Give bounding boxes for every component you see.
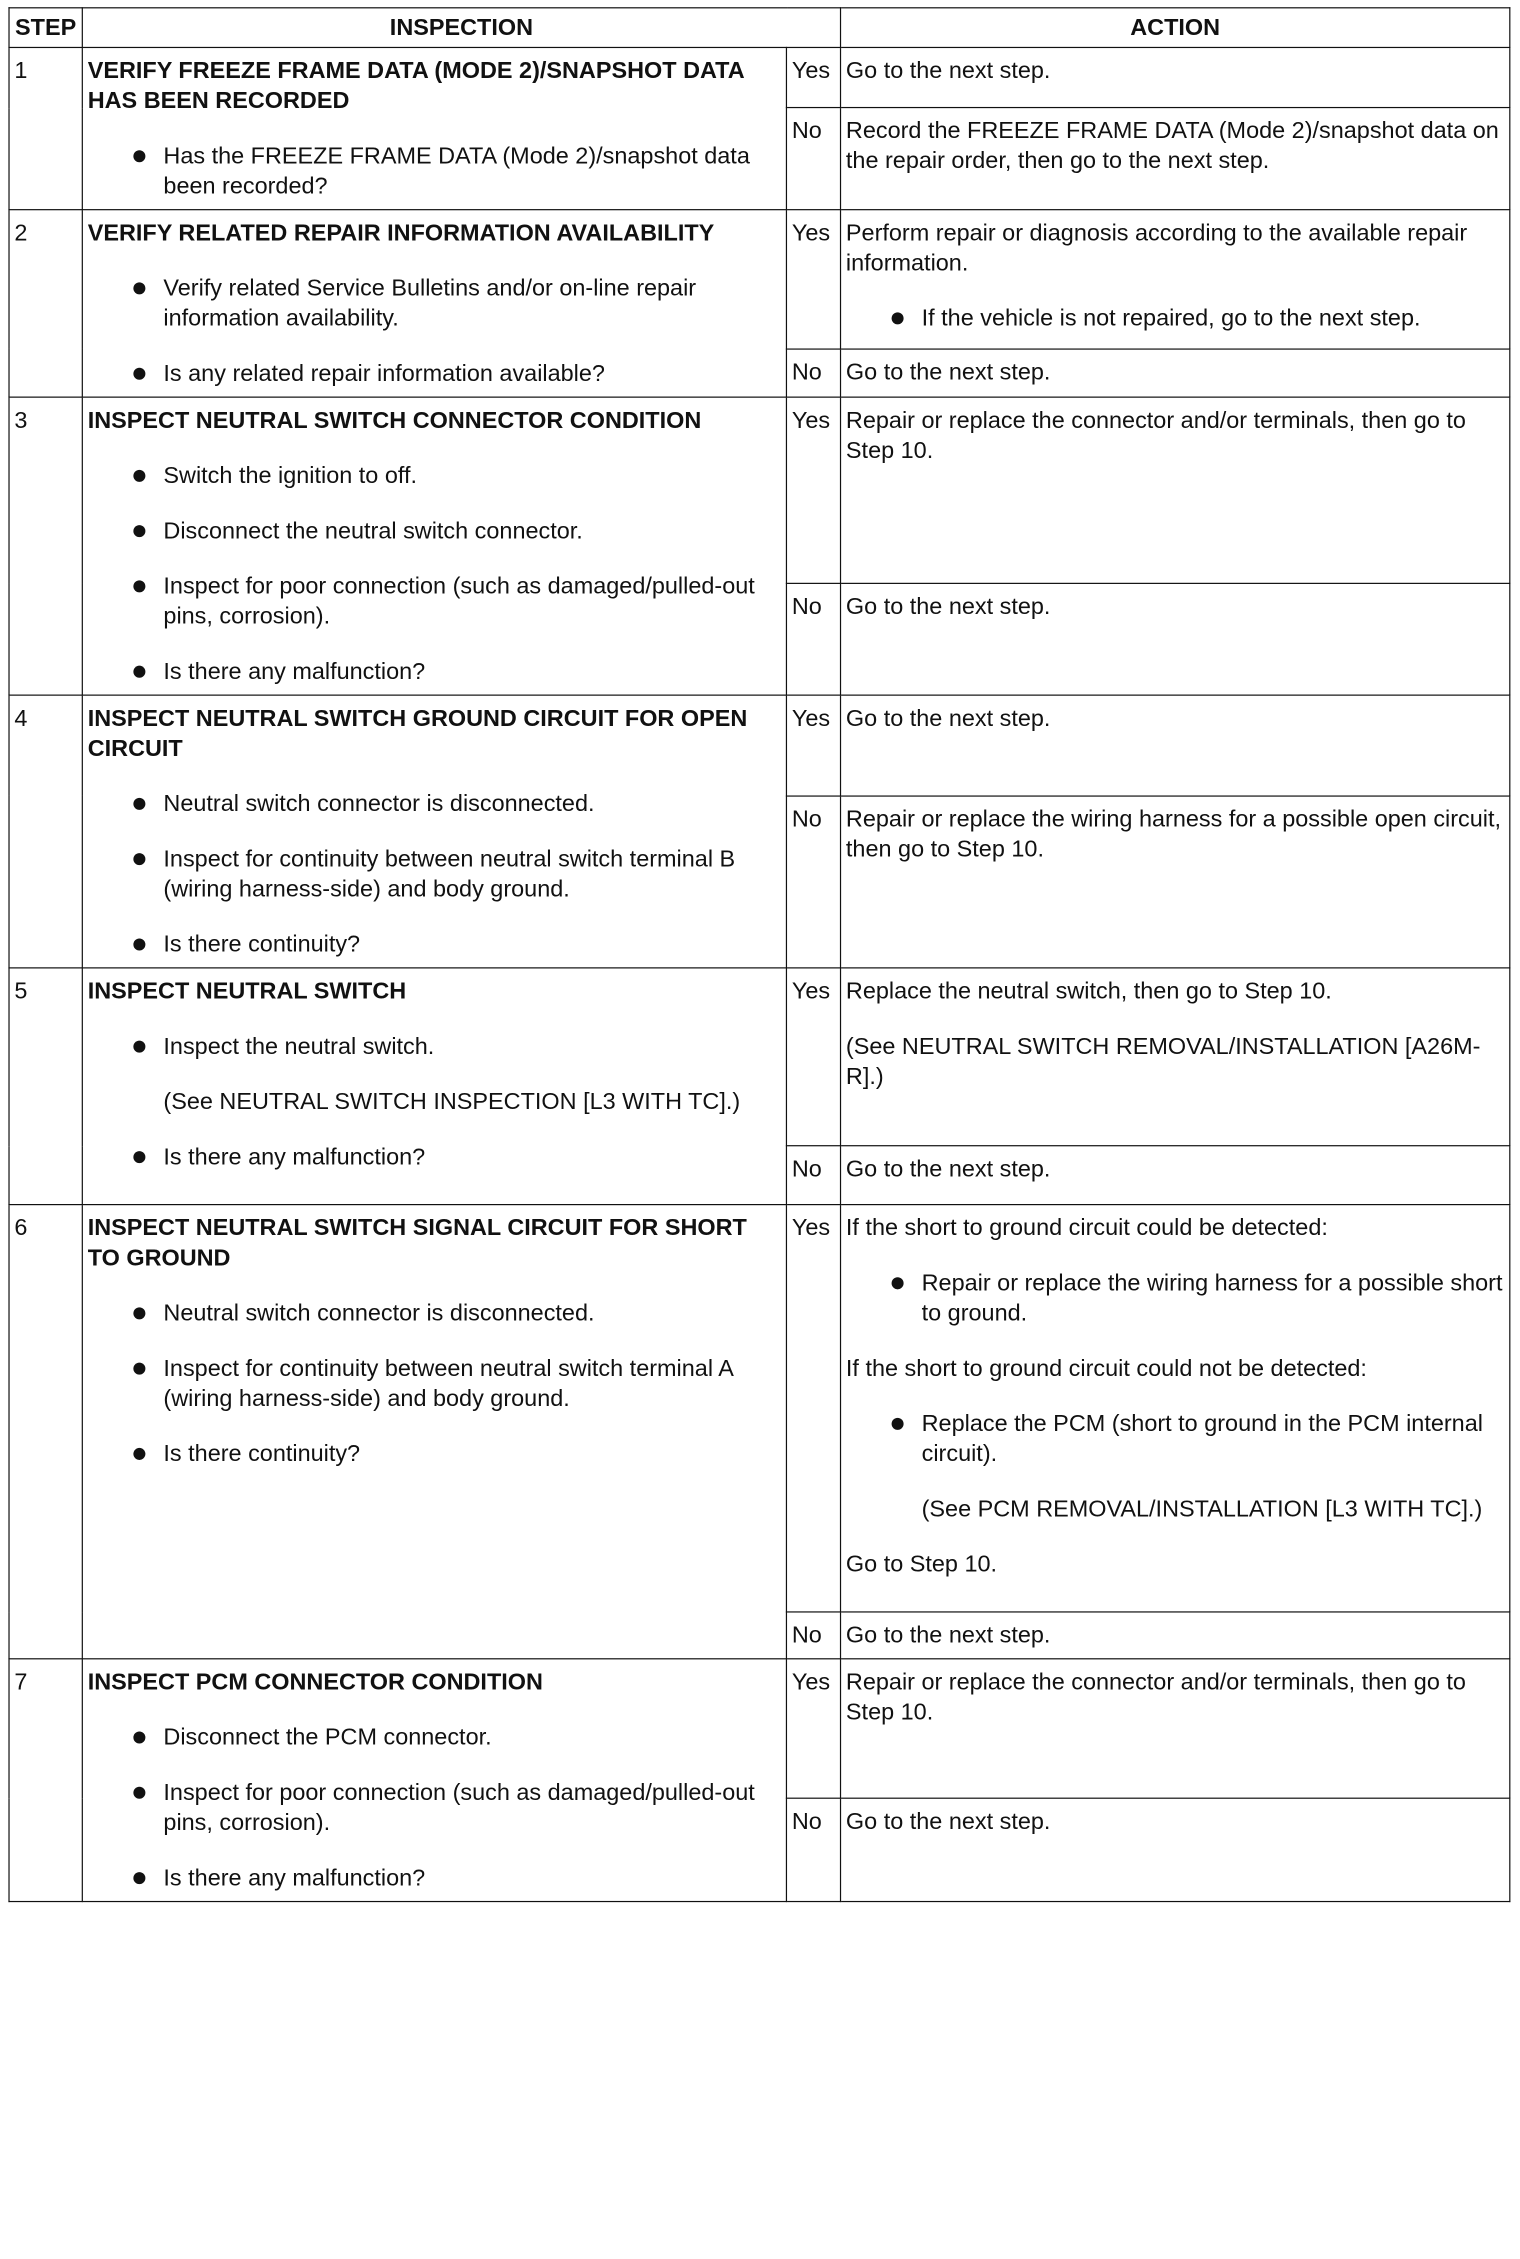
step-7-yes-row bbox=[9, 1659, 1510, 1799]
step-number: 2 bbox=[9, 210, 82, 397]
yes-action: If the short to ground circuit could be detected: Repair or replace the wiring harness for a possible short to ground. If the short to ground circuit could not be detected: Replace the PCM (short to ground in the PCM internal circuit). (See PCM REMOVAL/INSTALLATION [L3 WITH TC].) Go to Step 10. bbox=[841, 1205, 1510, 1612]
inspection-bullet: Is there any malfunction? bbox=[88, 1143, 781, 1173]
inspection-bullet: Disconnect the neutral switch connector. bbox=[88, 517, 781, 547]
no-action: Go to the next step. bbox=[841, 1146, 1510, 1205]
yes-label: Yes bbox=[786, 1205, 840, 1612]
no-action: Go to the next step. bbox=[841, 1799, 1510, 1902]
step-number: 7 bbox=[9, 1659, 82, 1902]
no-label: No bbox=[786, 1799, 840, 1902]
no-label: No bbox=[786, 796, 840, 968]
inspection-bullet: Is any related repair information available? bbox=[88, 359, 781, 389]
no-label: No bbox=[786, 1612, 840, 1659]
step-title: INSPECT NEUTRAL SWITCH CONNECTOR CONDITION bbox=[87, 407, 702, 434]
inspection-bullet: Disconnect the PCM connector. bbox=[88, 1723, 781, 1753]
table-header-row bbox=[9, 8, 1510, 48]
step-6-inspection bbox=[82, 1205, 786, 1659]
inspection-bullet: Is there any malfunction? bbox=[88, 1864, 781, 1894]
yes-action: Go to the next step. bbox=[841, 695, 1510, 796]
step-title: VERIFY RELATED REPAIR INFORMATION AVAILABILITY bbox=[87, 219, 715, 247]
yes-label: Yes bbox=[786, 397, 840, 584]
step-title: INSPECT NEUTRAL SWITCH bbox=[87, 978, 407, 1005]
step-number: 1 bbox=[9, 47, 82, 209]
step-5-yes-row bbox=[9, 968, 1510, 1146]
step-number: 3 bbox=[9, 397, 82, 695]
inspection-bullet: Has the FREEZE FRAME DATA (Mode 2)/snapshot data been recorded? bbox=[88, 142, 781, 202]
step-title: VERIFY FREEZE FRAME DATA (MODE 2)/SNAPSHOT DATA HAS BEEN RECORDED bbox=[87, 57, 744, 115]
action-bullet: If the vehicle is not repaired, go to the next step. bbox=[846, 304, 1504, 334]
action-bullet: Replace the PCM (short to ground in the PCM internal circuit). bbox=[846, 1409, 1504, 1469]
inspection-bullet: Neutral switch connector is disconnected. bbox=[88, 789, 781, 819]
inspection-bullet: Switch the ignition to off. bbox=[88, 461, 781, 491]
header-step: STEP bbox=[9, 8, 82, 48]
step-title: INSPECT NEUTRAL SWITCH SIGNAL CIRCUIT FOR SHORT TO GROUND bbox=[87, 1214, 747, 1272]
step-number: 6 bbox=[9, 1205, 82, 1659]
step-5-inspection bbox=[82, 968, 786, 1205]
action-bullet: Repair or replace the wiring harness for a possible short to ground. bbox=[846, 1269, 1504, 1329]
inspection-bullet: Inspect for continuity between neutral switch terminal B (wiring harness-side) and body ground. bbox=[88, 845, 781, 905]
inspection-bullet: Is there any malfunction? bbox=[88, 657, 781, 687]
inspection-bullet: Neutral switch connector is disconnected. bbox=[88, 1299, 781, 1329]
diagnostic-procedure-table bbox=[8, 7, 1510, 1902]
yes-label: Yes bbox=[786, 1659, 840, 1799]
yes-action: Repair or replace the connector and/or terminals, then go to Step 10. bbox=[841, 397, 1510, 584]
no-label: No bbox=[786, 1146, 840, 1205]
inspection-bullet: Inspect the neutral switch. bbox=[88, 1032, 781, 1062]
step-4-inspection bbox=[82, 695, 786, 968]
inspection-bullet: Inspect for poor connection (such as damaged/pulled-out pins, corrosion). bbox=[88, 1778, 781, 1838]
step-1-inspection bbox=[82, 47, 786, 209]
step-number: 4 bbox=[9, 695, 82, 968]
step-3-yes-row bbox=[9, 397, 1510, 584]
no-label: No bbox=[786, 349, 840, 397]
yes-action: Go to the next step. bbox=[841, 47, 1510, 108]
step-number: 5 bbox=[9, 968, 82, 1205]
no-action: Repair or replace the wiring harness for a possible open circuit, then go to Step 10. bbox=[841, 796, 1510, 968]
yes-label: Yes bbox=[786, 210, 840, 349]
step-6-yes-row bbox=[9, 1205, 1510, 1612]
no-action: Record the FREEZE FRAME DATA (Mode 2)/snapshot data on the repair order, then go to the next step. bbox=[841, 108, 1510, 210]
yes-action: Replace the neutral switch, then go to Step 10. (See NEUTRAL SWITCH REMOVAL/INSTALLATION [A26M-R].) bbox=[841, 968, 1510, 1146]
reference-note: (See NEUTRAL SWITCH REMOVAL/INSTALLATION [A26M-R].) bbox=[845, 1033, 1481, 1090]
no-action: Go to the next step. bbox=[841, 1612, 1510, 1659]
step-1-yes-row bbox=[9, 47, 1510, 108]
reference-note: (See PCM REMOVAL/INSTALLATION [L3 WITH TC].) bbox=[921, 1495, 1483, 1523]
step-title: INSPECT NEUTRAL SWITCH GROUND CIRCUIT FOR OPEN CIRCUIT bbox=[87, 705, 748, 762]
step-4-yes-row bbox=[9, 695, 1510, 796]
inspection-bullet: Inspect for continuity between neutral switch terminal A (wiring harness-side) and body ground. bbox=[88, 1354, 781, 1414]
step-3-inspection bbox=[82, 397, 786, 695]
header-inspection: INSPECTION bbox=[82, 8, 840, 48]
no-action: Go to the next step. bbox=[841, 349, 1510, 397]
yes-label: Yes bbox=[786, 47, 840, 108]
no-label: No bbox=[786, 584, 840, 695]
step-title: INSPECT PCM CONNECTOR CONDITION bbox=[87, 1669, 543, 1696]
step-2-inspection bbox=[82, 210, 786, 397]
reference-note: (See NEUTRAL SWITCH INSPECTION [L3 WITH TC].) bbox=[163, 1088, 741, 1116]
no-action: Go to the next step. bbox=[841, 584, 1510, 695]
yes-label: Yes bbox=[786, 695, 840, 796]
yes-label: Yes bbox=[786, 968, 840, 1146]
step-2-yes-row bbox=[9, 210, 1510, 349]
yes-action: Perform repair or diagnosis according to the available repair information. If the vehicle is not repaired, go to the next step. bbox=[841, 210, 1510, 349]
no-label: No bbox=[786, 108, 840, 210]
step-7-inspection bbox=[82, 1659, 786, 1902]
inspection-bullet: Verify related Service Bulletins and/or on-line repair information availability. bbox=[88, 274, 781, 334]
inspection-bullet: Is there continuity? bbox=[88, 930, 781, 960]
inspection-bullet: Inspect for poor connection (such as damaged/pulled-out pins, corrosion). bbox=[88, 572, 781, 632]
yes-action: Repair or replace the connector and/or terminals, then go to Step 10. bbox=[841, 1659, 1510, 1799]
inspection-bullet: Is there continuity? bbox=[88, 1440, 781, 1470]
header-action: ACTION bbox=[841, 8, 1510, 48]
